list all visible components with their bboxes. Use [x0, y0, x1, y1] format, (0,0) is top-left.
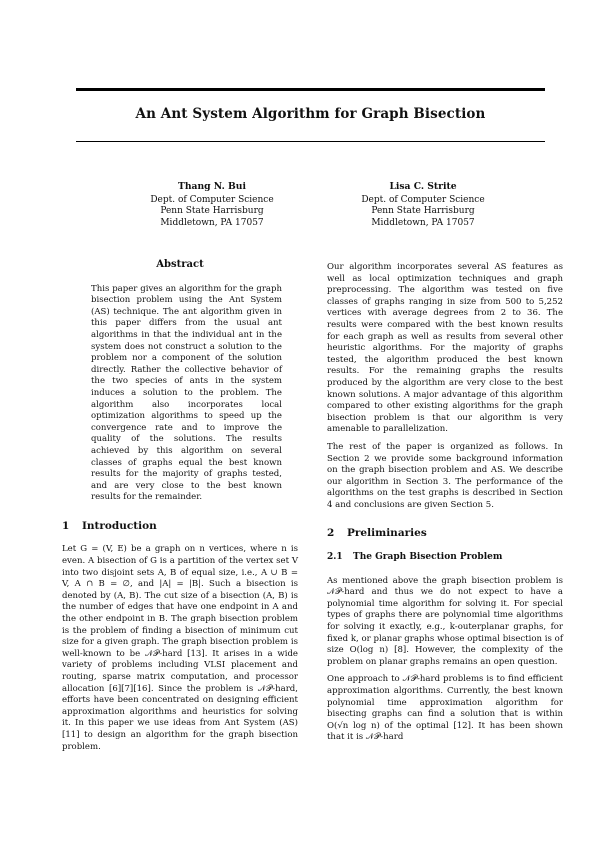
- left-column: [62, 259, 298, 759]
- author-institution: Penn State Harrisburg: [160, 206, 264, 217]
- paper-title: An Ant System Algorithm for Graph Bisection: [135, 106, 486, 122]
- author-block-2: [323, 181, 523, 229]
- author-name: Thang N. Bui: [178, 181, 246, 192]
- section-number: 1: [62, 519, 70, 532]
- author-city: Middletown, PA 17057: [160, 217, 264, 228]
- abstract-heading: Abstract: [156, 259, 204, 270]
- prelim-paragraph-2: One approach to 𝒩𝒫-hard problems is to find efficient approximation algorithms. Currently, the best known polynomial time approximation algorithm for bisecting graphs can find a solution that is within O(√n log n) of the optimal [12]. It has been shown that it is 𝒩𝒫-hard: [327, 674, 563, 743]
- section-title: Preliminaries: [347, 527, 427, 540]
- section-number: 2: [327, 527, 335, 540]
- prelim-paragraph-1: As mentioned above the graph bisection problem is 𝒩𝒫-hard and thus we do not expect to have a polynomial time algorithm for solving it. For special types of graphs there are polynomial time algorithms for solving it exactly, e.g., k-outerplanar graphs, for fixed k, or planar graphs whose optimal bisection is of size O(log n) [8]. However, the complexity of the problem on planar graphs remains an open question.: [327, 575, 563, 667]
- author-name: Lisa C. Strite: [389, 181, 457, 192]
- intro-paragraph-2: Our algorithm incorporates several AS features as well as local optimization techniques and graph preprocessing. The algorithm was tested on five classes of graphs ranging in size from 500 to 5,252 vertices with average degrees from 2 to 36. The results were compared with the best known results for each graph as well as results from several other heuristic algorithms. For the majority of graphs tested, the algorithm produced the best known results. For the remaining graphs the results produced by the algorithm are very close to the best known solutions. A major advantage of this algorithm compared to other existing algorithms for the graph bisection problem is that our algorithm is very amenable to parallelization.: [327, 262, 563, 435]
- author-city: Middletown, PA 17057: [371, 217, 475, 228]
- subsection-heading-graph-bisection: [327, 552, 563, 564]
- section-heading-introduction: [62, 521, 298, 533]
- author-dept: Dept. of Computer Science: [361, 194, 485, 205]
- section-heading-preliminaries: [327, 528, 563, 540]
- author-block-1: [112, 181, 312, 229]
- intro-paragraph-1: Let G = (V, E) be a graph on n vertices, where n is even. A bisection of G is a partition of the vertex set V into two disjoint sets A, B of equal size, i.e., A ∪ B = V, A ∩ B = ∅, and |A| = |B|. Such a bisection is denoted by (A, B). The cut size of a bisection (A, B) is the number of edges that have one endpoint in A and the other endpoint in B. The graph bisection problem is the problem of finding a bisection of minimum cut size for a given graph. The graph bisection problem is well-known to be 𝒩𝒫-hard [13]. It arises in a wide variety of problems including VLSI placement and routing, sparse matrix computation, and processor allocation [6][7][16]. Since the problem is 𝒩𝒫-hard, efforts have been concentrated on designing efficient approximation algorithms and heuristics for solving it. In this paper we use ideas from Ant System (AS) [11] to design an algorithm for the graph bisection problem.: [62, 544, 298, 752]
- title-rule-bottom: [76, 141, 545, 142]
- subsection-title: The Graph Bisection Problem: [353, 552, 503, 563]
- author-dept: Dept. of Computer Science: [150, 194, 274, 205]
- subsection-number: 2.1: [327, 552, 343, 563]
- abstract-body: This paper gives an algorithm for the graph bisection problem using the Ant System (AS) technique. The ant algorithm given in this paper differs from the usual ant algorithms in that the individual ant in the system does not construct a solution to the problem nor a component of the solution directly. Rather the collective behavior of the two species of ants in the system induces a solution to the problem. The algorithm also incorporates local optimization algorithms to speed up the convergence rate and to improve the quality of the solutions. The results achieved by this algorithm on several classes of graphs equal the best known results for the majority of graphs tested, and are very close to the best known results for the remainder.: [91, 283, 282, 503]
- intro-paragraph-3: The rest of the paper is organized as follows. In Section 2 we provide some background information on the graph bisection problem and AS. We describe our algorithm in Section 3. The performance of the algorithms on the test graphs is described in Section 4 and conclusions are given Section 5.: [327, 441, 563, 510]
- title-rule-top: [76, 88, 545, 91]
- author-institution: Penn State Harrisburg: [371, 206, 475, 217]
- right-column: [327, 262, 563, 750]
- section-title: Introduction: [82, 519, 157, 532]
